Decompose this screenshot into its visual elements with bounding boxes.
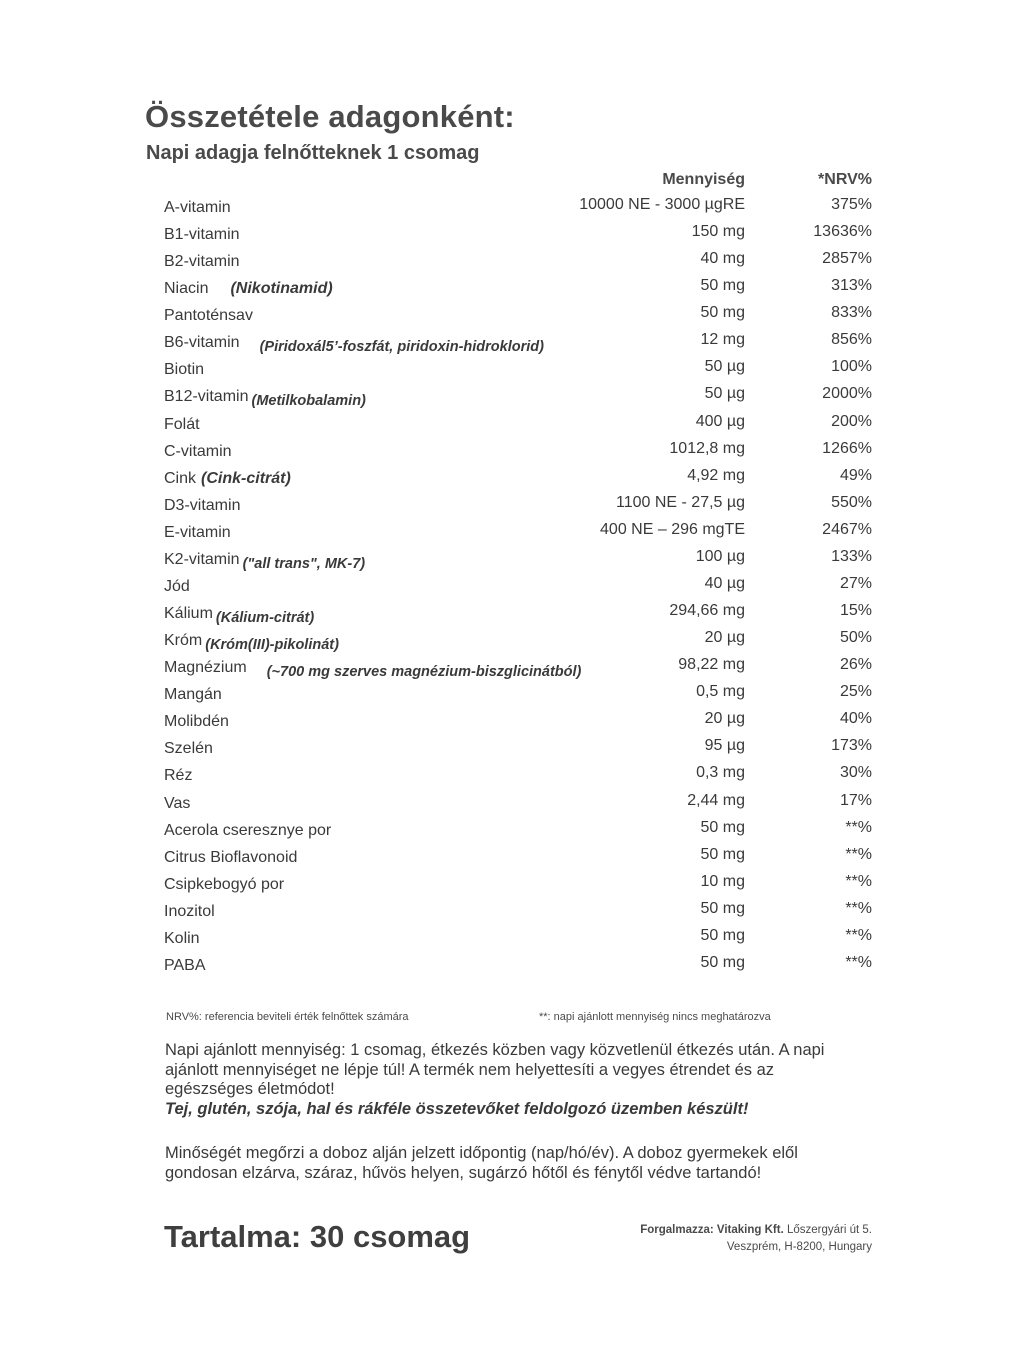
nutrient-name	[164, 361, 204, 379]
page-subtitle: Napi adagja felnőtteknek 1 csomag	[146, 142, 480, 164]
package-contents: Tartalma: 30 csomag	[164, 1219, 471, 1254]
nutrient-form-note: (Króm(III)-pikolinát)	[205, 637, 339, 654]
nutrient-name-text: Vas	[164, 794, 191, 812]
table-row	[0, 382, 1024, 409]
nutrient-name	[164, 659, 582, 681]
nutrient-amount: 10000 NE - 3000 µgRE	[579, 196, 745, 213]
nutrient-name-text: C-vitamin	[164, 442, 232, 460]
nutrient-nrv: **%	[845, 899, 872, 917]
nutrient-nrv: 833%	[831, 304, 872, 322]
nutrient-name-text: Csipkebogyó por	[164, 875, 285, 893]
nutrient-amount: 10 mg	[700, 872, 745, 890]
table-row	[0, 951, 1024, 978]
nutrient-name	[164, 605, 315, 627]
nutrient-name-text: Kálium	[164, 605, 213, 623]
table-row	[0, 924, 1024, 951]
nutrient-name-text: Inozitol	[164, 902, 215, 920]
nutrient-amount: 0,5 mg	[696, 683, 745, 701]
stars-footnote: **: napi ajánlott mennyiség nincs meghatározva	[539, 1011, 771, 1023]
nutrient-name	[164, 253, 240, 271]
nutrient-amount: 100 µg	[695, 547, 745, 565]
nutrient-nrv: 2467%	[822, 520, 872, 538]
table-row	[0, 816, 1024, 843]
nutrient-name-text: K2-vitamin	[164, 550, 240, 568]
table-row	[0, 761, 1024, 788]
nutrient-name	[164, 713, 229, 731]
usage-text: Napi ajánlott mennyiség: 1 csomag, étkezés közben vagy közvetlenül étkezés után. A napi ajánlott mennyiséget ne lépje túl! A termék nem helyettesíti a vegyes étrendet és az egészséges életmódot!	[165, 1041, 825, 1098]
table-row	[0, 274, 1024, 301]
nutrient-nrv: 2000%	[822, 385, 872, 403]
nutrient-amount: 400 µg	[695, 412, 745, 430]
nutrient-nrv: 25%	[839, 683, 872, 701]
nutrient-name-text: Citrus Bioflavonoid	[164, 848, 298, 866]
table-row	[0, 626, 1024, 653]
nutrient-name	[164, 822, 331, 840]
nutrient-amount: 50 mg	[700, 845, 745, 863]
distributor-address-line2: Veszprém, H-8200, Hungary	[726, 1241, 872, 1253]
nutrient-name-text: Acerola cseresznye por	[164, 821, 332, 839]
nutrient-name	[164, 388, 366, 410]
nutrient-amount: 40 µg	[704, 574, 745, 592]
nutrient-name	[164, 334, 544, 356]
allergen-warning: Tej, glutén, szója, hal és rákféle összetevőket feldolgozó üzemben készült!	[165, 1099, 749, 1118]
nutrient-name-text: Molibdén	[164, 713, 229, 731]
table-row	[0, 843, 1024, 870]
table-row	[0, 599, 1024, 626]
nutrient-amount: 50 mg	[700, 304, 745, 322]
nutrient-nrv: 100%	[831, 358, 872, 376]
nutrient-name	[164, 443, 232, 461]
nutrient-nrv: 40%	[839, 710, 872, 728]
nutrient-name	[164, 740, 213, 758]
table-row	[0, 437, 1024, 464]
nutrient-nrv: 313%	[831, 277, 872, 295]
nutrient-name-text: Jód	[164, 577, 190, 595]
nutrient-amount: 50 mg	[700, 277, 745, 295]
table-row	[0, 193, 1024, 220]
nutrient-name	[164, 632, 339, 654]
storage-paragraph: Minőségét megőrzi a doboz alján jelzett időpontig (nap/hó/év). A doboz gyermekek elől gondosan elzárva, száraz, hűvös helyen, sugárzó hőtől és fénytől védve tartandó!	[165, 1144, 798, 1182]
nutrient-amount: 50 µg	[704, 358, 745, 376]
nutrient-name	[164, 470, 291, 488]
nutrient-nrv: 26%	[839, 656, 872, 674]
table-row	[0, 789, 1024, 816]
table-row	[0, 518, 1024, 545]
nutrient-form-note: (Metilkobalamin)	[251, 393, 366, 410]
nutrient-name-text: Biotin	[164, 361, 205, 379]
nutrient-name	[164, 416, 200, 434]
nutrient-amount: 1100 NE - 27,5 µg	[616, 493, 745, 511]
nutrient-name-text: Szelén	[164, 740, 213, 758]
nutrient-name-text: Réz	[164, 767, 193, 785]
nutrient-name-text: A-vitamin	[164, 199, 231, 216]
nutrient-amount: 50 µg	[704, 385, 745, 403]
nutrient-name	[164, 957, 206, 975]
nutrient-name-text: Króm	[164, 632, 203, 650]
nutrient-amount: 150 mg	[691, 223, 745, 241]
nutrient-name-text: B12-vitamin	[164, 388, 249, 406]
nutrient-amount: 50 mg	[700, 818, 745, 836]
nutrient-nrv: **%	[845, 872, 872, 890]
distributor-label: Forgalmazza: Vitaking Kft.	[640, 1224, 784, 1236]
nutrient-nrv: 13636%	[813, 223, 872, 241]
nutrient-nrv: 550%	[831, 493, 872, 511]
nutrient-nrv: **%	[845, 926, 872, 944]
nutrient-amount: 1012,8 mg	[669, 439, 745, 457]
nutrient-amount: 50 mg	[700, 899, 745, 917]
nutrient-nrv: 173%	[831, 737, 872, 755]
nutrient-name	[164, 199, 231, 217]
table-row	[0, 870, 1024, 897]
table-row	[0, 491, 1024, 518]
nutrient-name-text: B2-vitamin	[164, 253, 240, 271]
nutrient-name	[164, 686, 222, 704]
nutrient-name	[164, 280, 333, 298]
nutrient-name-text: Pantoténsav	[164, 307, 253, 325]
nutrient-amount: 98,22 mg	[678, 656, 745, 674]
nutrient-form-note: (Cink-citrát)	[201, 469, 291, 487]
nutrient-amount: 294,66 mg	[669, 602, 745, 620]
nutrient-name	[164, 876, 284, 894]
nutrient-name	[164, 767, 192, 785]
nutrient-form-note: ("all trans", MK-7)	[242, 555, 366, 572]
nutrient-name	[164, 497, 240, 515]
table-row	[0, 545, 1024, 572]
nutrient-nrv: 200%	[831, 412, 872, 430]
table-row	[0, 572, 1024, 599]
nutrient-name	[164, 550, 366, 572]
table-row	[0, 410, 1024, 437]
nutrient-name	[164, 849, 297, 867]
nutrient-form-note: (Nikotinamid)	[230, 280, 333, 298]
nutrient-amount: 0,3 mg	[696, 764, 745, 782]
nutrient-name-text: B1-vitamin	[164, 226, 240, 244]
nutrient-name	[164, 307, 253, 325]
nutrient-name	[164, 578, 190, 596]
table-row	[0, 707, 1024, 734]
nutrient-amount: 95 µg	[704, 737, 745, 755]
nutrient-form-note: (Kálium-citrát)	[215, 610, 315, 627]
nutrient-name-text: Folát	[164, 415, 200, 433]
nutrient-name-text: D3-vitamin	[164, 496, 241, 514]
nutrient-nrv: 15%	[839, 602, 872, 620]
nutrient-name	[164, 524, 231, 542]
nutrient-name-text: B6-vitamin	[164, 334, 240, 352]
nutrient-form-note: (Piridoxál5’-foszfát, piridoxin-hidroklorid)	[259, 339, 544, 356]
nutrient-name-text: Kolin	[164, 929, 200, 947]
table-row	[0, 734, 1024, 761]
nutrient-nrv: 30%	[839, 764, 872, 782]
nutrient-nrv: 1266%	[822, 439, 872, 457]
distributor-address-line1: Lőszergyári út 5.	[786, 1224, 872, 1236]
nutrient-amount: 2,44 mg	[687, 791, 745, 809]
nutrient-amount: 50 mg	[700, 953, 745, 971]
nutrient-nrv: 133%	[831, 547, 872, 565]
nutrient-amount: 4,92 mg	[687, 466, 745, 484]
nutrient-name	[164, 226, 240, 244]
nutrient-nrv: 50%	[839, 629, 872, 647]
nutrient-nrv: **%	[845, 845, 872, 863]
nutrient-name-text: Magnézium	[164, 659, 247, 677]
nutrient-name-text: PABA	[164, 956, 206, 974]
nutrient-amount: 50 mg	[700, 926, 745, 944]
nutrient-nrv: 49%	[839, 466, 872, 484]
nutrient-name	[164, 930, 200, 948]
nutrient-amount: 20 µg	[704, 710, 745, 728]
nutrient-name-text: Niacin	[164, 280, 209, 298]
table-row	[0, 897, 1024, 924]
table-row	[0, 464, 1024, 491]
nutrient-amount: 40 mg	[700, 250, 745, 268]
table-row	[0, 220, 1024, 247]
nrv-column-header: *NRV%	[818, 171, 872, 188]
table-row	[0, 301, 1024, 328]
nutrient-nrv: **%	[845, 818, 872, 836]
table-row	[0, 653, 1024, 680]
nutrient-nrv: 856%	[831, 331, 872, 349]
amount-column-header: Mennyiség	[662, 171, 745, 188]
nutrient-amount: 20 µg	[704, 629, 745, 647]
table-row	[0, 328, 1024, 355]
nutrient-name-text: Mangán	[164, 686, 222, 704]
nutrient-nrv: 375%	[831, 196, 872, 213]
nutrient-amount: 12 mg	[700, 331, 745, 349]
nutrient-nrv: 17%	[839, 791, 872, 809]
usage-paragraph	[165, 1041, 845, 1119]
table-row	[0, 680, 1024, 707]
page-title: Összetétele adagonként:	[145, 99, 515, 134]
nutrient-name-text: E-vitamin	[164, 523, 231, 541]
nrv-footnote: NRV%: referencia beviteli érték felnőttek számára	[166, 1011, 409, 1023]
nutrient-nrv: **%	[845, 953, 872, 971]
nutrient-name	[164, 795, 190, 813]
nutrient-form-note: (~700 mg szerves magnézium-biszglicinátból)	[266, 664, 582, 681]
nutrient-amount: 400 NE – 296 mgTE	[600, 520, 745, 538]
table-row	[0, 355, 1024, 382]
nutrient-nrv: 2857%	[822, 250, 872, 268]
distributor-info	[640, 1222, 872, 1256]
nutrient-nrv: 27%	[839, 574, 872, 592]
nutrient-name-text: Cink	[164, 469, 197, 487]
table-row	[0, 247, 1024, 274]
nutrient-name	[164, 903, 215, 921]
